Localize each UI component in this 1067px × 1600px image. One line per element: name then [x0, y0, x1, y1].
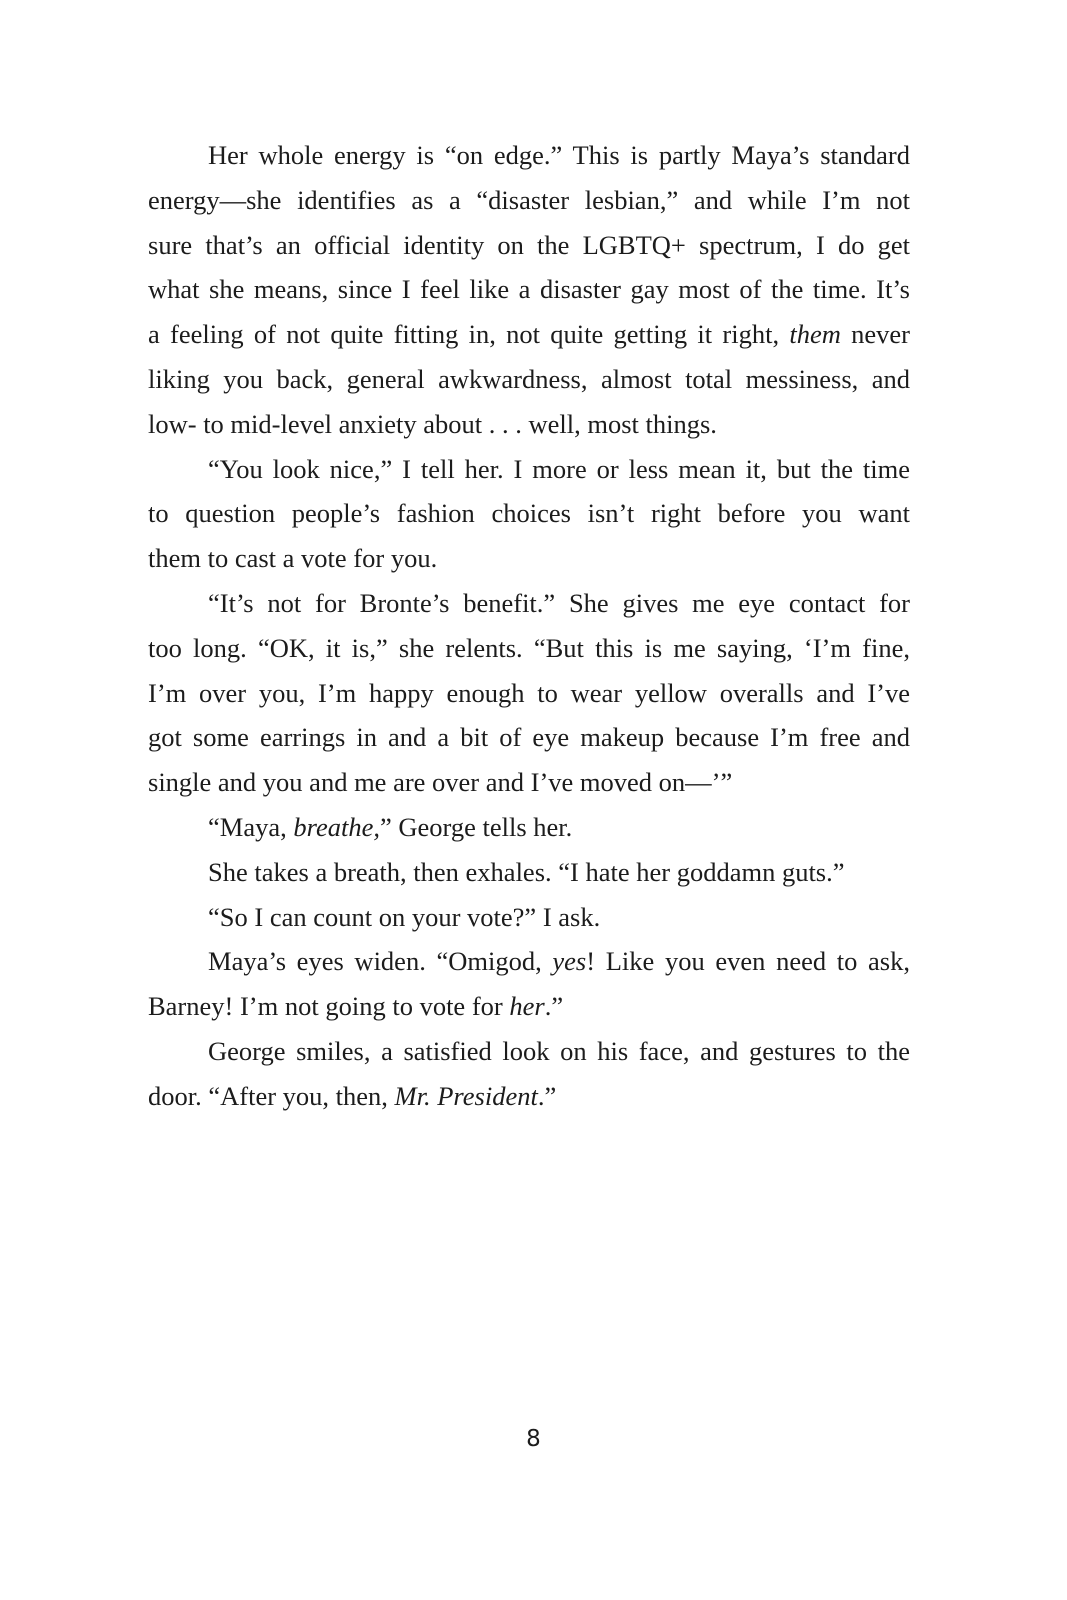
text-segment: “You look nice,” I tell her. I more or less mean it, but the time: [208, 453, 910, 484]
text-segment: too long. “OK, it is,” she relents. “But this is me saying, ‘I’m fine,: [148, 632, 910, 663]
text-line: [148, 267, 910, 312]
text-line: [148, 491, 910, 536]
page-body: [148, 133, 910, 1119]
text-segment: “Maya,: [208, 811, 294, 842]
paragraph: [148, 939, 910, 1029]
text-line: [148, 536, 910, 581]
text-line: [148, 581, 910, 626]
paragraph: [148, 895, 910, 940]
text-segment: “It’s not for Bronte’s benefit.” She gives me eye contact for: [208, 587, 910, 618]
text-line: [148, 133, 910, 178]
text-segment: “So I can count on your vote?” I ask.: [208, 901, 601, 932]
text-segment: single and you and me are over and I’ve moved on—’”: [148, 767, 733, 798]
text-line: [148, 760, 910, 805]
text-segment: never: [840, 319, 910, 350]
italic-text: them: [789, 319, 841, 350]
text-segment: George smiles, a satisfied look on his face, and gestures to the: [208, 1035, 910, 1066]
paragraph: [148, 581, 910, 805]
text-segment: Her whole energy is “on edge.” This is partly Maya’s standard: [208, 140, 910, 170]
text-line: [148, 850, 910, 895]
text-line: [148, 223, 910, 268]
italic-text: Mr. President: [394, 1080, 538, 1111]
paragraph: [148, 447, 910, 581]
text-segment: what she means, since I feel like a disaster gay most of the time. It’s: [148, 274, 910, 305]
page-number: 8: [526, 1426, 541, 1452]
paragraph: [148, 133, 910, 447]
text-segment: low- to mid-level anxiety about . . . well, most things.: [148, 408, 717, 439]
text-segment: .”: [544, 991, 564, 1022]
text-line: [148, 447, 910, 492]
text-line: [148, 671, 910, 716]
text-segment: sure that’s an official identity on the LGBTQ+ spectrum, I do get: [148, 229, 910, 260]
text-segment: ! Like you even need to ask,: [586, 946, 910, 977]
text-line: [148, 626, 910, 671]
paragraph: [148, 805, 910, 850]
text-line: [148, 984, 910, 1029]
text-segment: got some earrings in and a bit of eye makeup because I’m free and: [148, 722, 910, 753]
italic-text: breathe,: [293, 811, 380, 842]
text-segment: ” George tells her.: [379, 811, 573, 842]
text-line: [148, 357, 910, 402]
text-segment: energy—she identifies as a “disaster lesbian,” and while I’m not: [148, 184, 910, 215]
text-line: [148, 715, 910, 760]
text-segment: .”: [537, 1080, 557, 1111]
text-segment: them to cast a vote for you.: [148, 543, 438, 574]
text-segment: Maya’s eyes widen. “Omigod,: [208, 946, 553, 977]
text-segment: liking you back, general awkwardness, almost total messiness, and: [148, 363, 910, 394]
text-segment: to question people’s fashion choices isn’t right before you want: [148, 498, 910, 529]
text-line: [148, 1029, 910, 1074]
text-segment: Barney! I’m not going to vote for: [148, 991, 510, 1022]
text-line: [148, 805, 910, 850]
text-segment: a feeling of not quite fitting in, not quite getting it right,: [148, 319, 790, 350]
paragraph: [148, 850, 910, 895]
text-segment: I’m over you, I’m happy enough to wear yellow overalls and I’ve: [148, 677, 910, 708]
text-line: [148, 402, 910, 447]
text-segment: She takes a breath, then exhales. “I hate her goddamn guts.”: [208, 856, 845, 887]
paragraph: [148, 1029, 910, 1119]
text-line: [148, 895, 910, 940]
text-line: [148, 178, 910, 223]
text-line: [148, 939, 910, 984]
italic-text: yes: [552, 946, 587, 977]
text-line: [148, 312, 910, 357]
text-segment: door. “After you, then,: [148, 1080, 395, 1111]
italic-text: her: [509, 991, 545, 1022]
text-line: [148, 1074, 910, 1119]
